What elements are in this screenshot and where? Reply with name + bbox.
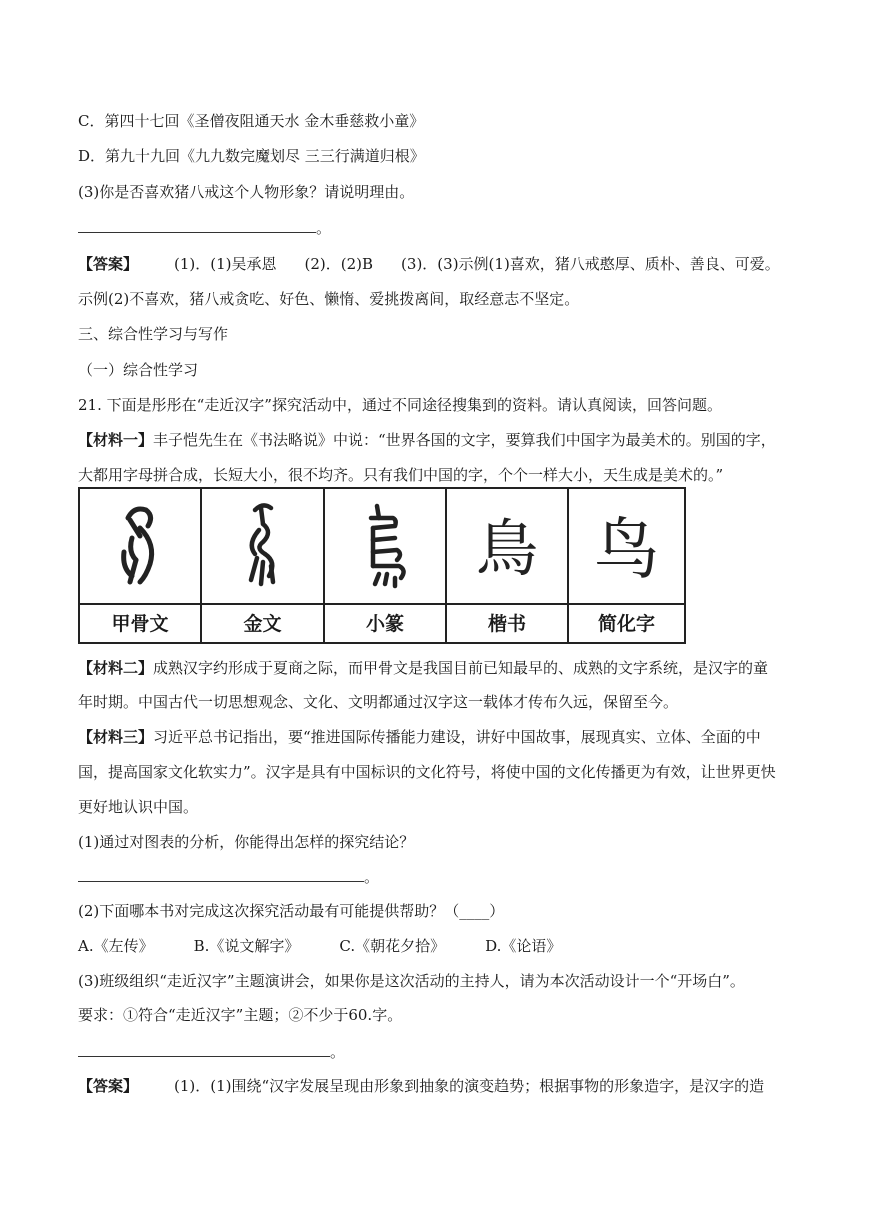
- material-3-label: 【材料三】: [78, 728, 154, 746]
- subsection-title: （一）综合性学习: [78, 361, 199, 379]
- sub-question-1: (1)通过对图表的分析，你能得出怎样的探究结论？: [78, 833, 415, 851]
- question-21: 21. 下面是彤彤在“走近汉字”探究活动中，通过不同途径搜集到的资料。请认真阅读，回答问题。: [78, 396, 722, 414]
- question-3: (3)你是否喜欢猪八戒这个人物形象？请说明理由。: [78, 183, 415, 201]
- bronze-inscription-bird-glyph: [202, 493, 323, 593]
- answer-3: (3)．(3)示例(1)喜欢，猪八戒憨厚、质朴、善良、可爱。: [401, 255, 780, 273]
- fill-line[interactable]: [78, 867, 364, 882]
- material-3-line-3: 更好地认识中国。: [78, 798, 199, 816]
- option-b[interactable]: B.《说文解字》: [193, 937, 300, 955]
- label-simplified: 简化字: [597, 612, 655, 635]
- section-title: 三、综合性学习与写作: [78, 325, 229, 343]
- sub-question-2: (2)下面哪本书对完成这次探究活动最有可能提供帮助？（____）: [78, 902, 505, 920]
- regular-script-bird: 鳥: [475, 511, 538, 585]
- answer-3-cont: 示例(2)不喜欢，猪八戒贪吃、好色、懒惰、爱挑拨离间，取经意志不坚定。: [78, 290, 580, 308]
- sub-question-3: (3)班级组织“走近汉字”主题演讲会，如果你是这次活动的主持人，请为本次活动设计一个“开场白”。: [78, 972, 745, 990]
- requirements: 要求：①符合“走近汉字”主题；②不少于60.字。: [78, 1006, 403, 1024]
- fill-line[interactable]: [78, 1042, 330, 1057]
- label-small-seal: 小篆: [365, 612, 404, 635]
- label-oracle-bone: 甲骨文: [111, 612, 169, 635]
- options-row: [78, 936, 561, 956]
- option-a[interactable]: A.《左传》: [78, 937, 154, 955]
- label-bronze: 金文: [243, 612, 282, 635]
- answer-1: (1)．(1)吴承恩: [174, 255, 277, 273]
- option-d2[interactable]: D.《论语》: [485, 937, 562, 955]
- material-2-line-1: 【材料二】成熟汉字约形成于夏商之际，而甲骨文是我国目前已知最早的、成熟的文字系统，是汉字的童: [78, 659, 769, 677]
- answer-2: (2)．(2)B: [304, 255, 374, 273]
- answer-blank-2[interactable]: 。: [78, 867, 379, 887]
- label-regular-script: 楷书: [487, 612, 526, 635]
- answer-label-2: 【答案】: [78, 1077, 139, 1095]
- answer-blank-3[interactable]: 。: [78, 1042, 345, 1062]
- option-d: D．第九十九回《九九数完魔划尽 三三行满道归根》: [78, 147, 425, 165]
- material-1-line-2: 大都用字母拼合成，长短大小，很不均齐。只有我们中国的字，个个一样大小，天生成是美术的。”: [78, 466, 724, 484]
- material-1-line-1: 【材料一】丰子恺先生在《书法略说》中说：“世界各国的文字，要算我们中国字为最美术的。别国的字，: [78, 431, 776, 449]
- material-3-line-1: 【材料三】习近平总书记指出，要“推进国际传播能力建设，讲好中国故事，展现真实、立体、全面的中: [78, 728, 761, 746]
- option-c: C．第四十七回《圣僧夜阻通天水 金木垂慈救小童》: [78, 112, 425, 130]
- answer-line: [78, 254, 780, 274]
- simplified-bird: 鸟: [593, 510, 660, 588]
- material-2-line-2: 年时期。中国古代一切思想观念、文化、文明都通过汉字这一载体才传布久远，保留至今。: [78, 693, 679, 711]
- small-seal-bird-glyph: [325, 493, 445, 593]
- material-1-label: 【材料一】: [78, 431, 154, 449]
- oracle-bone-bird-glyph: [80, 493, 200, 593]
- character-evolution-table: [78, 487, 686, 645]
- material-3-line-2: 国，提高国家文化软实力”。汉字是具有中国标识的文化符号，将使中国的文化传播更为有效，让世界更快: [78, 763, 776, 781]
- fill-line[interactable]: [78, 218, 316, 233]
- answer-label: 【答案】: [78, 255, 139, 273]
- option-c2[interactable]: C.《朝花夕拾》: [339, 937, 446, 955]
- final-answer-line: 【答案】 (1)．(1)围绕“汉字发展呈现由形象到抽象的演变趋势；根据事物的形象造字，是汉字的造: [78, 1077, 765, 1095]
- material-2-label: 【材料二】: [78, 659, 154, 677]
- answer-blank-1[interactable]: 。: [78, 218, 331, 238]
